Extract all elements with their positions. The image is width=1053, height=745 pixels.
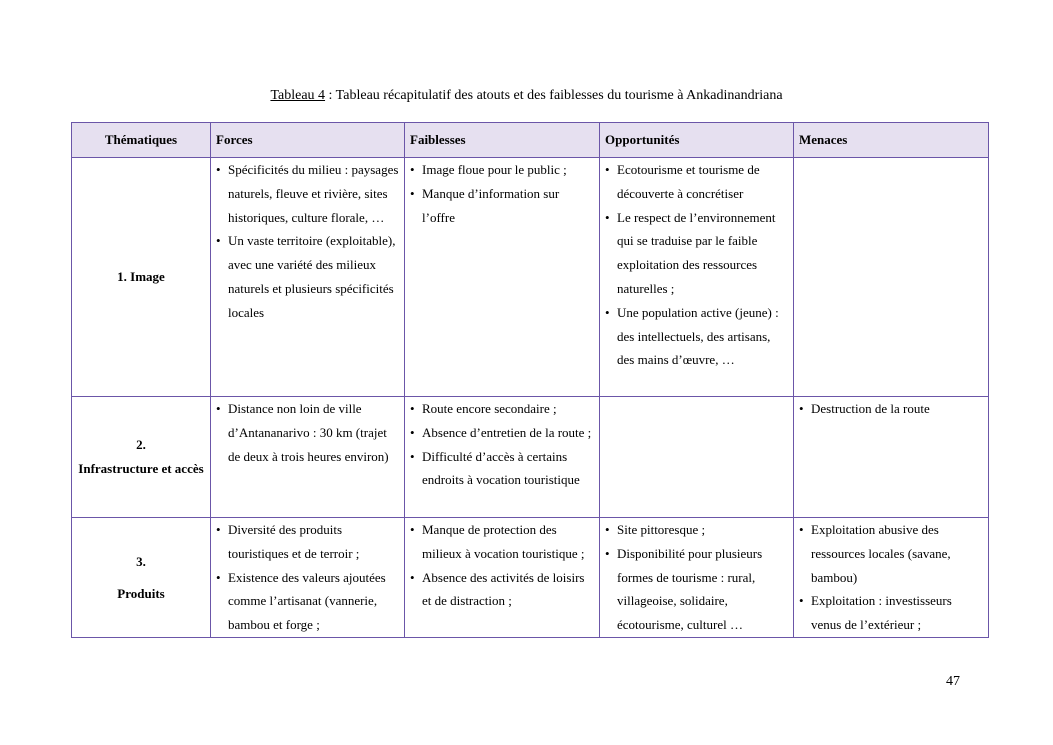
header-menaces: Menaces <box>794 123 989 158</box>
theme-number: 3. <box>136 553 146 569</box>
theme-number: 2. <box>136 437 146 453</box>
page-number: 47 <box>946 674 960 689</box>
theme-cell <box>72 518 211 638</box>
header-row <box>72 123 989 158</box>
menaces-cell <box>794 158 989 397</box>
list-item: • Un vaste territoire (exploitable), avec une variété des milieux naturels et plusieurs spécificités locales <box>215 229 399 324</box>
faiblesses-cell <box>405 158 600 397</box>
bullet-list <box>798 397 983 421</box>
list-item: • Absence d’entretien de la route ; <box>409 421 594 445</box>
faiblesses-cell <box>405 518 600 638</box>
list-item: • Existence des valeurs ajoutées comme l’artisanat (vannerie, bambou et forge ; <box>215 566 399 637</box>
theme-cell <box>72 158 211 397</box>
list-item: • Site pittoresque ; <box>604 518 788 542</box>
opportunites-cell <box>600 397 794 518</box>
theme-label: 1. Image <box>117 269 165 285</box>
list-item: • Disponibilité pour plusieurs formes de tourisme : rural, villageoise, solidaire, écotourisme, culturel … <box>604 542 788 637</box>
list-item: • Distance non loin de ville d’Antananarivo : 30 km (trajet de deux à trois heures environ) <box>215 397 399 468</box>
bullet-list <box>604 518 788 637</box>
table-row <box>72 397 989 518</box>
menaces-cell <box>794 518 989 638</box>
list-item: • Diversité des produits touristiques et de terroir ; <box>215 518 399 566</box>
list-item: • Manque d’information sur l’offre <box>409 182 594 230</box>
forces-cell <box>211 397 405 518</box>
bullet-list <box>604 158 788 372</box>
theme-cell <box>72 397 211 518</box>
list-item: • Le respect de l’environnement qui se traduise par le faible exploitation des ressources naturelles ; <box>604 206 788 301</box>
forces-cell <box>211 518 405 638</box>
table-reference: Tableau 4 <box>270 88 326 103</box>
list-item: • Manque de protection des milieux à vocation touristique ; <box>409 518 594 566</box>
table-row <box>72 158 989 397</box>
list-item: • Destruction de la route <box>798 397 983 421</box>
faiblesses-cell <box>405 397 600 518</box>
list-item: • Une population active (jeune) : des intellectuels, des artisans, des mains d’œuvre, … <box>604 301 788 372</box>
forces-cell <box>211 158 405 397</box>
list-item: • Ecotourisme et tourisme de découverte à concrétiser <box>604 158 788 206</box>
caption-text: : Tableau récapitulatif des atouts et des faiblesses du tourisme à Ankadinandriana <box>325 88 783 103</box>
menaces-cell <box>794 397 989 518</box>
header-faiblesses: Faiblesses <box>405 123 600 158</box>
list-item: • Spécificités du milieu : paysages naturels, fleuve et rivière, sites historiques, culture florale, … <box>215 158 399 229</box>
bullet-list <box>409 397 594 492</box>
bullet-list <box>409 158 594 229</box>
bullet-list <box>215 518 399 637</box>
bullet-list <box>798 518 983 637</box>
opportunites-cell <box>600 158 794 397</box>
opportunites-cell <box>600 518 794 638</box>
list-item: • Difficulté d’accès à certains endroits à vocation touristique <box>409 445 594 493</box>
list-item: • Route encore secondaire ; <box>409 397 594 421</box>
table-row <box>72 518 989 638</box>
theme-label: Produits <box>117 585 165 601</box>
bullet-list <box>215 158 399 325</box>
table-caption <box>0 88 1053 104</box>
list-item: • Absence des activités de loisirs et de distraction ; <box>409 566 594 614</box>
header-thematiques: Thématiques <box>72 123 211 158</box>
header-forces: Forces <box>211 123 405 158</box>
header-opportunites: Opportunités <box>600 123 794 158</box>
summary-table <box>71 122 989 638</box>
list-item: • Exploitation : investisseurs venus de l’extérieur ; <box>798 589 983 637</box>
list-item: • Image floue pour le public ; <box>409 158 594 182</box>
bullet-list <box>215 397 399 468</box>
bullet-list <box>409 518 594 613</box>
list-item: • Exploitation abusive des ressources locales (savane, bambou) <box>798 518 983 589</box>
theme-label: Infrastructure et accès <box>78 461 204 476</box>
